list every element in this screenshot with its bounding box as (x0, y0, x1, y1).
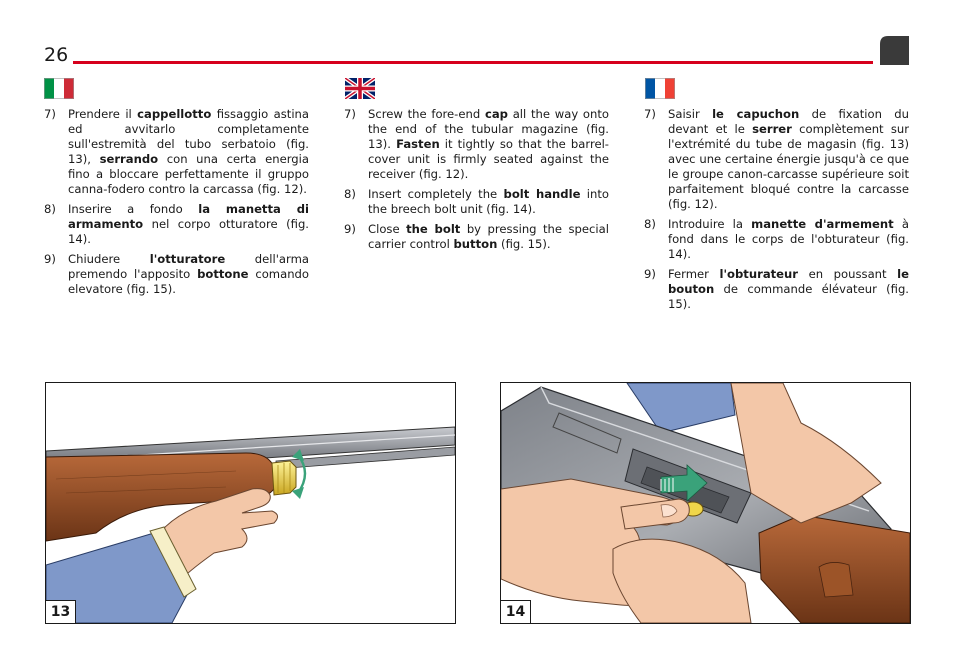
text-run: Inserire a fondo (68, 202, 199, 216)
french-column (644, 107, 909, 317)
english-column (344, 107, 609, 257)
figure-14-label: 14 (501, 600, 531, 623)
text-run: Introduire la (668, 217, 752, 231)
instruction-number: 8) (344, 187, 356, 201)
instruction-item (344, 187, 609, 217)
bold-term: bolt handle (503, 187, 581, 201)
bold-term: la manetta di armamento (68, 202, 309, 231)
instruction-item (44, 252, 309, 297)
instruction-text (68, 107, 309, 197)
instruction-text (668, 107, 909, 212)
header-rule (73, 61, 873, 64)
instruction-item (44, 107, 309, 197)
bold-term: serrer (752, 122, 792, 136)
text-run: Fermer (668, 267, 720, 281)
text-run: à fond dans le corps de l'obturateur (fig. 14). (668, 217, 909, 261)
page-number: 26 (44, 44, 69, 66)
text-run: en poussant (798, 267, 898, 281)
figure-14-illustration (501, 383, 910, 623)
instruction-number: 9) (44, 252, 56, 266)
instruction-text (668, 217, 909, 262)
instruction-item (44, 202, 309, 247)
instruction-text (68, 202, 309, 247)
bold-term: bottone (197, 267, 249, 281)
bold-term: manette d'armement (751, 217, 894, 231)
text-run: it tightly so that the barrel-cover unit is firmly seated against the receiver (fig. 12). (368, 137, 609, 181)
text-run: de commande élévateur (fig. 15). (668, 282, 909, 311)
text-run: (fig. 15). (497, 237, 551, 251)
figure-14 (500, 382, 911, 624)
instruction-number: 7) (44, 107, 56, 121)
bold-term: the bolt (406, 222, 461, 236)
italian-column (44, 107, 309, 302)
bold-term: Fasten (396, 137, 440, 151)
bold-term: l'otturatore (149, 252, 226, 266)
instruction-number: 9) (644, 267, 656, 281)
instruction-item (644, 267, 909, 312)
text-run: Prendere il (68, 107, 138, 121)
text-run: dell'arma premendo l'apposito (68, 252, 309, 281)
instruction-item (644, 107, 909, 212)
instruction-number: 8) (44, 202, 56, 216)
instruction-text (368, 107, 609, 182)
text-run: comando elevatore (fig. 15). (68, 267, 309, 296)
italian-flag-icon (44, 78, 74, 99)
text-run: Chiudere (68, 252, 150, 266)
french-flag-icon (645, 78, 675, 99)
instruction-number: 8) (644, 217, 656, 231)
figure-13-label: 13 (46, 600, 76, 623)
instruction-number: 9) (344, 222, 356, 236)
instruction-text (668, 267, 909, 312)
instruction-number: 7) (644, 107, 656, 121)
text-run: all the way onto the end of the tubular magazine (fig. 13). (368, 107, 610, 151)
corner-tab-icon (880, 36, 909, 65)
uk-flag-icon (345, 78, 375, 99)
bold-term: serrando (99, 152, 159, 166)
bold-term: le capuchon (712, 107, 800, 121)
text-run: nel corpo otturatore (fig. 14). (68, 217, 309, 246)
bold-term: cap (484, 107, 508, 121)
text-run: complètement sur l'extrémité du tube de magasin (fig. 13) avec une certaine énergie jusqu'à ce que le groupe canon-carcasse supérieure soit parfaitement bloqué contre la carcasse (fig. 12). (668, 122, 909, 211)
text-run: Close (368, 222, 407, 236)
text-run: fissaggio astina ed avvitarlo completamente sull'estremità del tubo serbatoio (fig. 13), (68, 107, 309, 166)
instruction-item (344, 222, 609, 252)
figure-13-illustration (46, 383, 455, 623)
instruction-text (368, 222, 609, 252)
text-run: con una certa energia fino a bloccare perfettamente il gruppo canna-fodero contro la carcassa (fig. 12). (68, 152, 309, 196)
text-run: by pressing the special carrier control (368, 222, 609, 251)
instruction-text (368, 187, 609, 217)
instruction-number: 7) (344, 107, 356, 121)
figure-13 (45, 382, 456, 624)
instruction-text (68, 252, 309, 297)
bold-term: cappellotto (137, 107, 212, 121)
text-run: into the breech bolt unit (fig. 14). (368, 187, 609, 216)
instruction-item (344, 107, 609, 182)
text-run: de fixation du devant et le (668, 107, 910, 136)
bold-term: le bouton (668, 267, 909, 296)
text-run: Saisir (668, 107, 713, 121)
text-run: Screw the fore-end (368, 107, 485, 121)
text-run: Insert completely the (368, 187, 504, 201)
instruction-item (644, 217, 909, 262)
bold-term: button (453, 237, 498, 251)
bold-term: l'obturateur (719, 267, 799, 281)
